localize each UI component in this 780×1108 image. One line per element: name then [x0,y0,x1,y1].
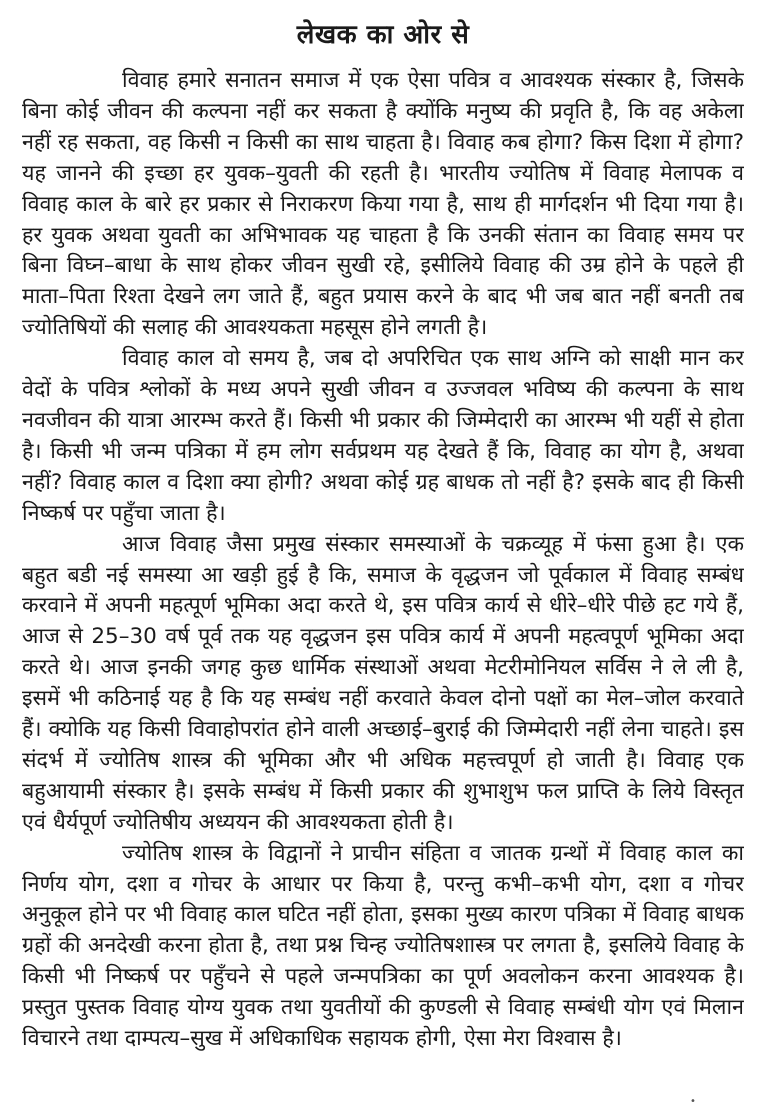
paragraph-1: विवाह हमारे सनातन समाज में एक ऐसा पवित्र व आवश्यक संस्कार है, जिसके बिना कोई जीवन की कल्पना नहीं कर सकता है क्योंकि मनुष्य की प्रवृति है, कि वह अकेला नहीं रह सकता, वह किसी न किसी का साथ चाहता है। विवाह कब होगा? किस दिशा में होगा? यह जानने की इच्छा हर युवक–युवती की रहती है। भारतीय ज्योतिष में विवाह मेलापक व विवाह काल के बारे हर प्रकार से निराकरण किया गया है, साथ ही मार्गदर्शन भी दिया गया है। हर युवक अथवा युवती का अभिभावक यह चाहता है कि उनकी संतान का विवाह समय पर बिना विघ्न–बाधा के साथ होकर जीवन सुखी रहे, इसीलिये विवाह की उम्र होने के पहले ही माता–पिता रिश्ता देखने लग जाते हैं, बहुत प्रयास करने के बाद भी जब बात नहीं बनती तब ज्योतिषियों की सलाह की आवश्यकता महसूस होने लगती है। [22,68,744,341]
document-page [22,18,744,1098]
paragraph-4: ज्योतिष शास्त्र के विद्वानों ने प्राचीन संहिता व जातक ग्रन्थों में विवाह काल का निर्णय योग, दशा व गोचर के आधार पर किया है, परन्तु कभी–कभी योग, दशा व गोचर अनुकूल होने पर भी विवाह काल घटित नहीं होता, इसका मुख्य कारण पत्रिका में विवाह बाधक ग्रहों की अनदेखी करना होता है, तथा प्रश्न चिन्ह ज्योतिषशास्त्र पर लगता है, इसलिये विवाह के किसी भी निष्कर्ष पर पहुँचने से पहले जन्मपत्रिका का पूर्ण अवलोकन करना आवश्यक है। प्रस्तुत पुस्तक विवाह योग्य युवक तथा युवतीयों की कुण्डली से विवाह सम्बंधी योग एवं मिलान विचारने तथा दाम्पत्य–सुख में अधिकाधिक सहायक होगी, ऐसा मेरा विश्वास है। [22,840,744,1052]
paragraph-3: आज विवाह जैसा प्रमुख संस्कार समस्याओं के चक्रव्यूह में फंसा हुआ है। एक बहुत बडी नई समस्या आ खड़ी हुई है कि, समाज के वृद्धजन जो पूर्वकाल में विवाह सम्बंध करवाने में अपनी महत्पूर्ण भूमिका अदा करते थे, इस पवित्र कार्य से धीरे–धीरे पीछे हट गये हैं, आज से 25–30 वर्ष पूर्व तक यह वृद्धजन इस पवित्र कार्य में अपनी महत्वपूर्ण भूमिका अदा करते थे। आज इनकी जगह कुछ धार्मिक संस्थाओं अथवा मेटरीमोनियल सर्विस ने ले ली है, इसमें भी कठिनाई यह है कि यह सम्बंध नहीं करवाते केवल दोनो पक्षों का मेल–जोल करवाते हैं। क्योकि यह किसी विवाहोपरांत होने वाली अच्छाई–बुराई की जिम्मेदारी नहीं लेना चाहते। इस संदर्भ में ज्योतिष शास्त्र की भूमिका और भी अधिक महत्त्वपूर्ण हो जाती है। विवाह एक बहुआयामी संस्कार है। इसके सम्बंध में किसी प्रकार की शुभाशुभ फल प्राप्ति के लिये विस्तृत एवं धैर्यपूर्ण ज्योतिषीय अध्ययन की आवश्यकता होती है। [22,531,744,835]
paragraph-2: विवाह काल वो समय है, जब दो अपरिचित एक साथ अग्नि को साक्षी मान कर वेदों के पवित्र श्लोकों के मध्य अपने सुखी जीवन व उज्जवल भविष्य की कल्पना के साथ नवजीवन की यात्रा आरम्भ करते हैं। किसी भी प्रकार की जिम्मेदारी का आरम्भ भी यहीं से होता है। किसी भी जन्म पत्रिका में हम लोग सर्वप्रथम यह देखते हैं कि, विवाह का योग है, अथवा नहीं? विवाह काल व दिशा क्या होगी? अथवा कोई ग्रह बाधक तो नहीं है? इसके बाद ही किसी निष्कर्ष पर पहुँचा जाता है। [22,346,744,526]
corner-mark: • [690,1096,696,1107]
page-title: लेखक का ओर से [296,20,470,50]
